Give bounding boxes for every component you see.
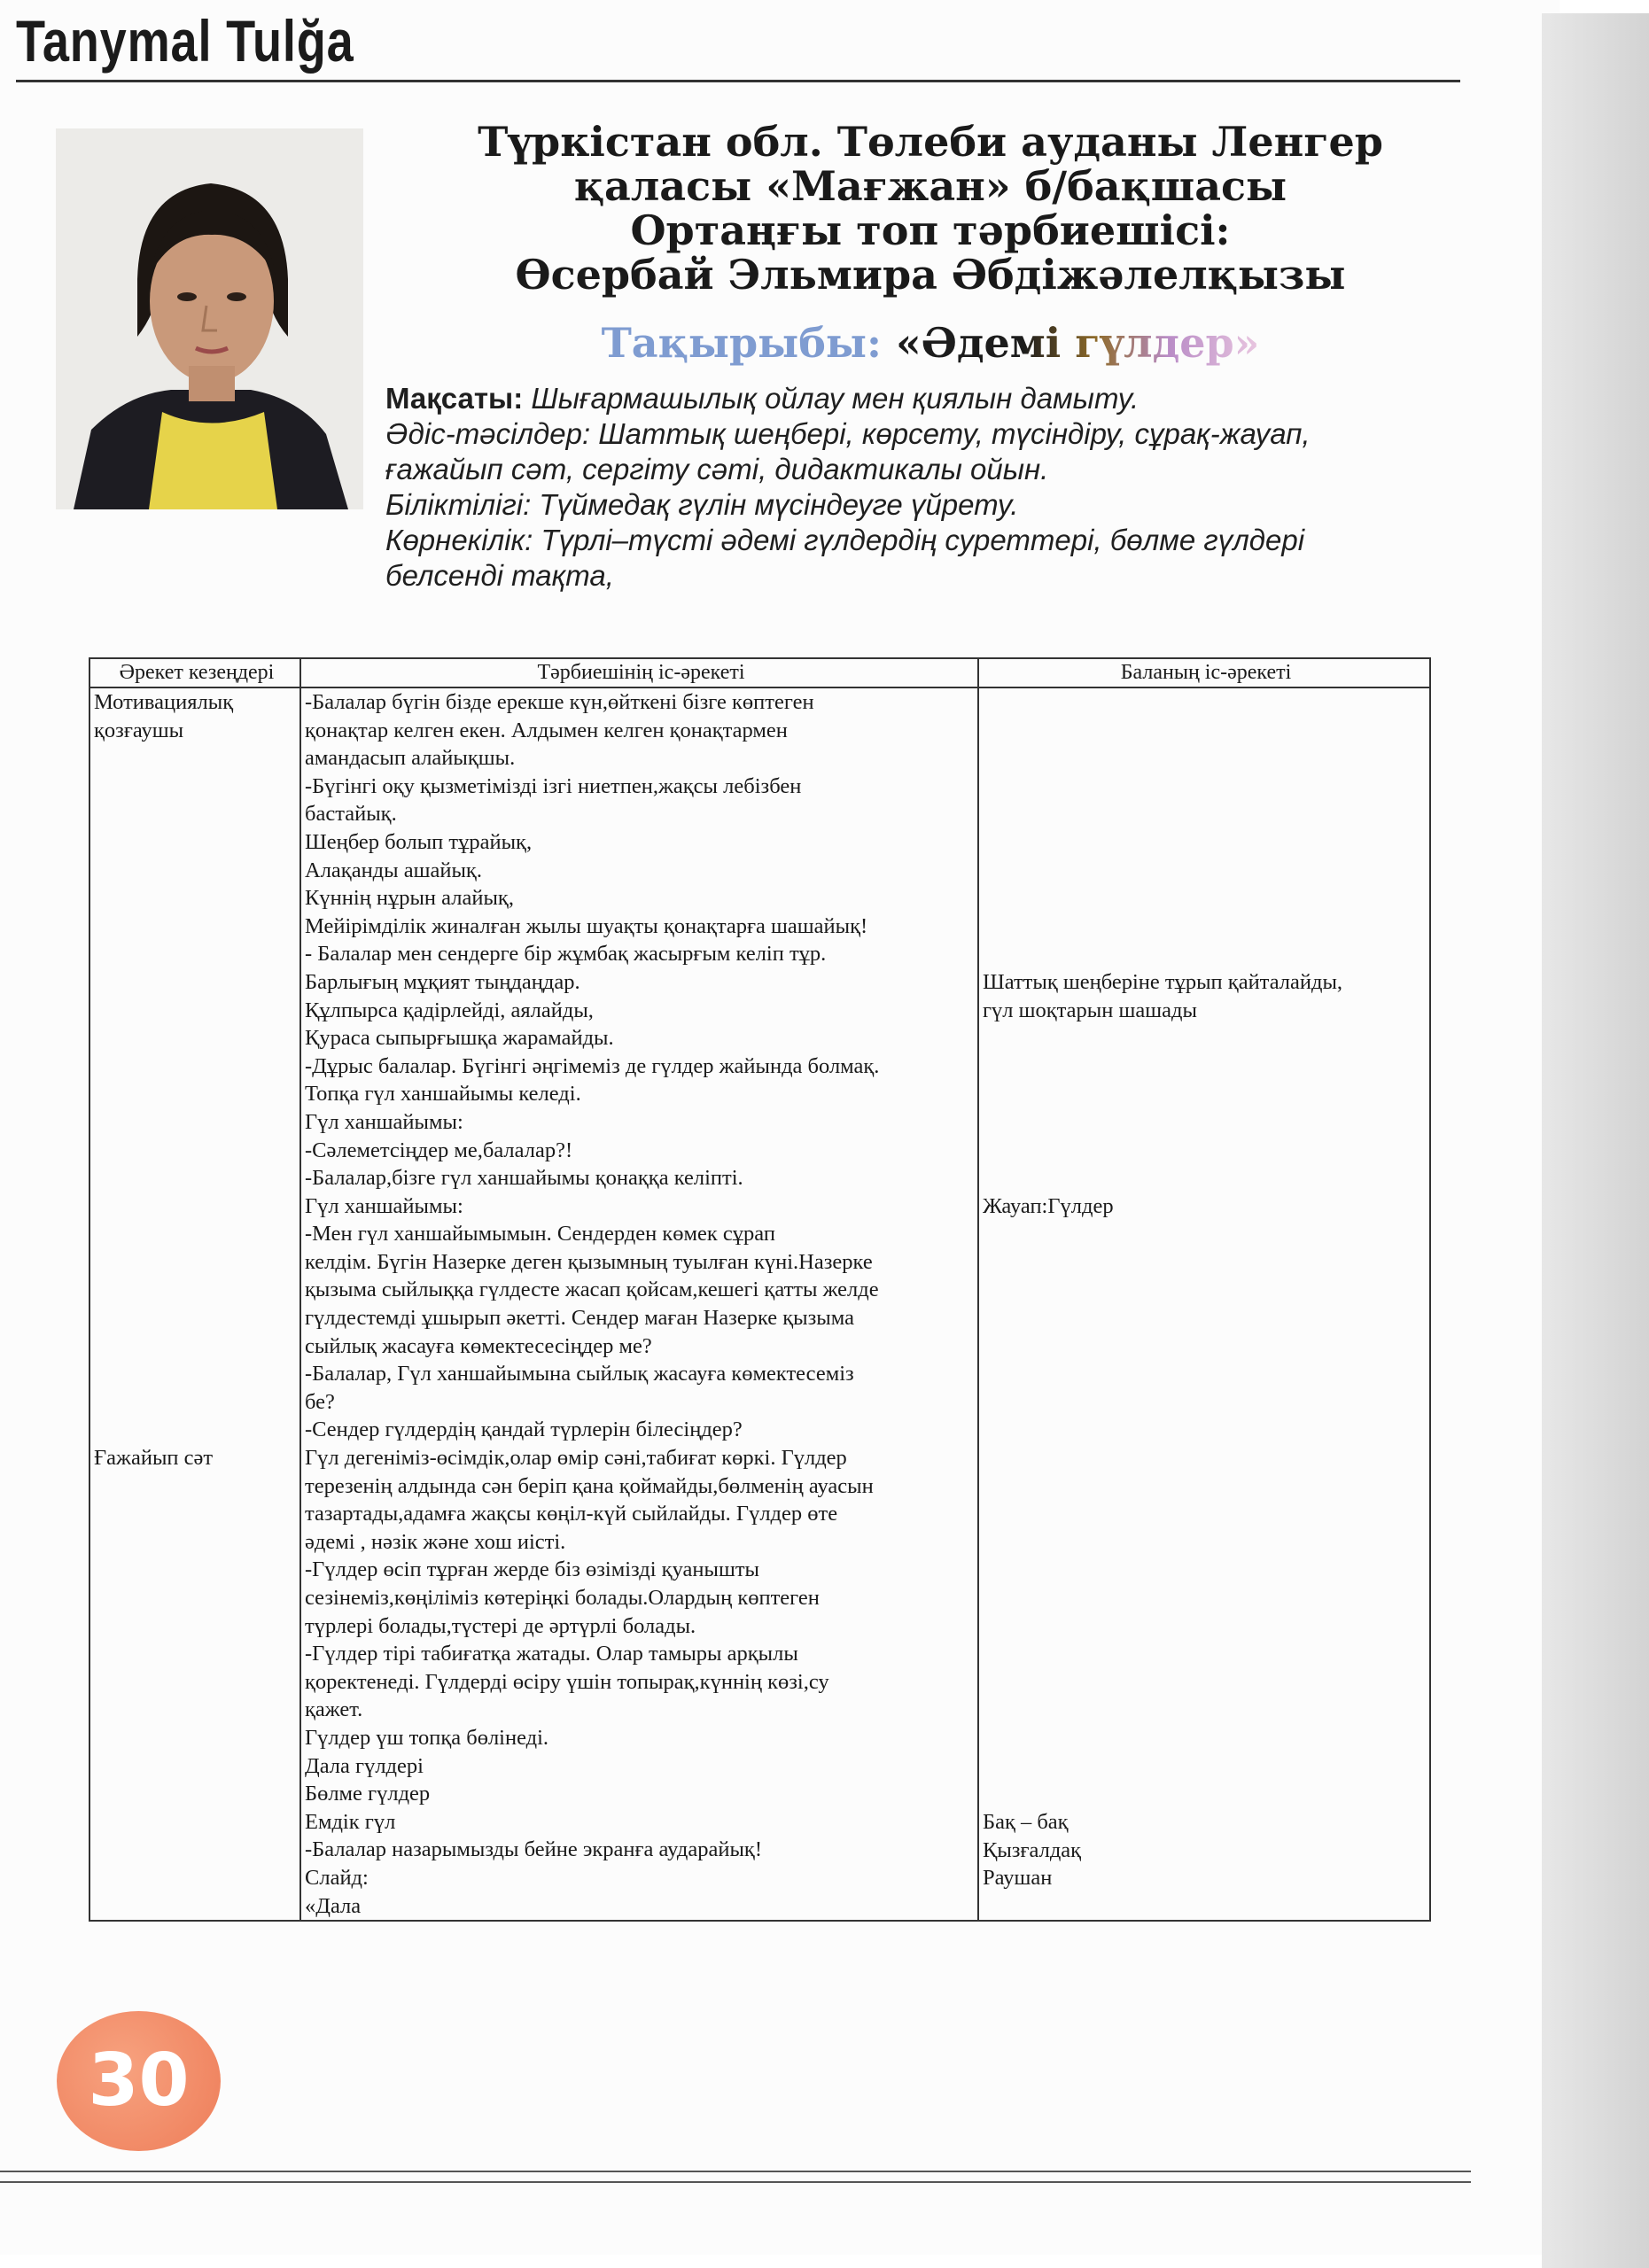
child-text: Қызғалдақ <box>983 1837 1082 1862</box>
teacher-line: -Балалар назарымызды бейне экранға аударайық! <box>305 1837 762 1862</box>
teacher-line: -Сендер гүлдердің қандай түрлерін білесіңдер? <box>305 1418 743 1442</box>
teacher-line: Гүл ханшайымы: <box>305 1109 463 1134</box>
teacher-line: Мейірімділік жиналған жылы шуақты қонақтарға шашайық! <box>305 913 868 938</box>
teacher-line: -Дұрыс балалар. Бүгінгі әңгімеміз де гүлдер жайында болмақ. <box>305 1053 880 1078</box>
topic-label: Тақырыбы: <box>601 319 883 367</box>
teacher-line: -Сәлеметсіңдер ме,балалар?! <box>305 1138 573 1162</box>
teacher-line: -Гүлдер тірі табиғатқа жатады. Олар тамыры арқылы <box>305 1642 798 1666</box>
child-text: гүл шоқтарын шашады <box>983 998 1197 1022</box>
table-row <box>89 687 1430 1921</box>
stage-text: қозғаушы <box>94 718 184 742</box>
goal-label: Мақсаты: <box>385 382 524 415</box>
teacher-line: сезінеміз,көңіліміз көтеріңкі болады.Олардың көптеген <box>305 1586 820 1610</box>
teacher-line: қызыма сыйлыққа гүлдесте жасап қойсам,кешегі қатты желде <box>305 1278 879 1302</box>
title-line: Түркістан обл. Төлеби ауданы Ленгер <box>478 118 1383 166</box>
child-text: Жауап:Гүлдер <box>983 1194 1114 1218</box>
teacher-line: әдемі , нәзік және хош иісті. <box>305 1529 566 1554</box>
visual-aids-line: белсенді тақта, <box>385 559 614 592</box>
teacher-line: -Гүлдер өсіп тұрған жерде біз өзімізді қуанышты <box>305 1557 759 1582</box>
teacher-line: Барлығың мұқият тыңдаңдар. <box>305 969 580 994</box>
child-text: Раушан <box>983 1866 1053 1891</box>
column-header: Тәрбиешінің іс-әрекеті <box>300 658 978 687</box>
teacher-line: амандасып алайықшы. <box>305 746 516 771</box>
teacher-line: Емдік гүл <box>305 1809 396 1834</box>
teacher-line: Гүл дегеніміз-өсімдік,олар өмір сәні,табиғат көркі. Гүлдер <box>305 1446 847 1471</box>
teacher-line: қажет. <box>305 1697 363 1722</box>
child-text: Бақ – бақ <box>983 1810 1069 1834</box>
teacher-line: Гүл ханшайымы: <box>305 1193 463 1218</box>
teacher-lines <box>305 688 977 1920</box>
teacher-cell <box>300 687 978 1921</box>
child-text: Шаттық шеңберіне тұрып қайталайды, <box>983 970 1343 994</box>
page-number-badge: 30 <box>57 2011 221 2151</box>
teacher-line: қоректенеді. Гүлдерді өсіру үшін топырақ,күннің көзі,су <box>305 1669 829 1694</box>
title-block <box>372 120 1489 297</box>
portrait-image <box>56 128 363 509</box>
teacher-line: Топқа гүл ханшайымы келеді. <box>305 1082 581 1107</box>
page-edge-shadow <box>1542 13 1649 2268</box>
teacher-line: -Балалар бүгін бізде ерекше күн,өйткені бізге көптеген <box>305 690 814 714</box>
teacher-line: Гүлдер үш топқа бөлінеді. <box>305 1725 549 1750</box>
footer-rule <box>0 2171 1471 2172</box>
stage-cell <box>89 687 300 1921</box>
teacher-line: -Балалар,бізге гүл ханшайымы қонаққа келіпті. <box>305 1166 743 1191</box>
stage-text: Ғажайып сәт <box>94 1446 214 1470</box>
teacher-line: сыйлық жасауға көмектесесіңдер ме? <box>305 1333 652 1358</box>
teacher-line: Күннің нұрын алайық, <box>305 886 514 911</box>
teacher-line: -Мен гүл ханшайымымын. Сендерден көмек сұрап <box>305 1222 775 1247</box>
teacher-line: келдім. Бүгін Назерке деген қызымның туылған күні.Назерке <box>305 1249 873 1274</box>
title-line: Өсербай Эльмира Әбдіжәлелқызы <box>515 251 1346 299</box>
teacher-photo <box>56 128 363 509</box>
teacher-line: Қураса сыпырғышқа жарамайды. <box>305 1026 614 1051</box>
teacher-line: Слайд: <box>305 1865 369 1890</box>
visual-aids-line: Көрнекілік: Түрлі–түсті әдемі гүлдердің суреттері, бөлме гүлдері <box>385 524 1305 556</box>
teacher-line: Құлпырса қадірлейді, аялайды, <box>305 998 594 1022</box>
column-header: Әрекет кезеңдері <box>89 658 300 687</box>
lesson-info <box>385 381 1484 594</box>
topic-heading <box>372 319 1489 367</box>
magazine-brand: Tanymal Tulğa <box>16 8 354 74</box>
teacher-line: қонақтар келген екен. Алдымен келген қонақтармен <box>305 718 788 742</box>
teacher-line: бастайық. <box>305 802 397 827</box>
teacher-line: терезенің алдында сән беріп қана қоймайды,бөлменің ауасын <box>305 1473 874 1498</box>
teacher-line: тазартады,адамға жақсы көңіл-күй сыйлайды. Гүлдер өте <box>305 1502 838 1526</box>
table-header-row <box>89 658 1430 687</box>
methods-line: Әдіс-тәсілдер: Шаттық шеңбері, көрсету, түсіндіру, сұрақ-жауап, <box>385 417 1311 450</box>
teacher-line: Бөлме гүлдер <box>305 1782 431 1806</box>
teacher-line: - Балалар мен сендерге бір жұмбақ жасырғым келіп тұр. <box>305 942 827 967</box>
goal-value: Шығармашылық ойлау мен қиялын дамыту. <box>531 382 1140 415</box>
header-rule <box>16 80 1460 82</box>
skill-line: Біліктілігі: Түймедақ гүлін мүсіндеуге үйрету. <box>385 488 1019 521</box>
teacher-line: Шеңбер болып тұрайық, <box>305 829 533 854</box>
teacher-line: түрлері болады,түстері де әртүрлі болады. <box>305 1613 696 1638</box>
lesson-plan-table <box>89 657 1431 1922</box>
teacher-line: гүлдестемді ұшырып әкетті. Сендер маған Назерке қызыма <box>305 1306 854 1331</box>
teacher-line: бе? <box>305 1389 335 1414</box>
child-cell <box>978 687 1430 1921</box>
footer-rule <box>0 2181 1471 2183</box>
title-line: Ортаңғы топ тәрбиешісі: <box>630 206 1231 254</box>
teacher-line: -Бүгінгі оқу қызметімізді ізгі ниетпен,жақсы лебізбен <box>305 773 802 798</box>
column-header: Баланың іс-әрекеті <box>978 658 1430 687</box>
teacher-line: Алақанды ашайық. <box>305 858 482 882</box>
title-line: қаласы «Мағжан» б/бақшасы <box>573 162 1287 210</box>
methods-line: ғажайып сәт, сергіту сәті, дидактикалы ойын. <box>385 453 1049 485</box>
teacher-line: Дала гүлдері <box>305 1753 424 1778</box>
teacher-line: -Балалар, Гүл ханшайымына сыйлық жасауға көмектесеміз <box>305 1362 854 1386</box>
stage-text: Мотивациялық <box>94 690 234 714</box>
goal-row <box>385 381 1484 416</box>
topic-value: «Әдемі гүлдер» <box>896 319 1260 367</box>
teacher-line: «Дала <box>305 1893 362 1918</box>
